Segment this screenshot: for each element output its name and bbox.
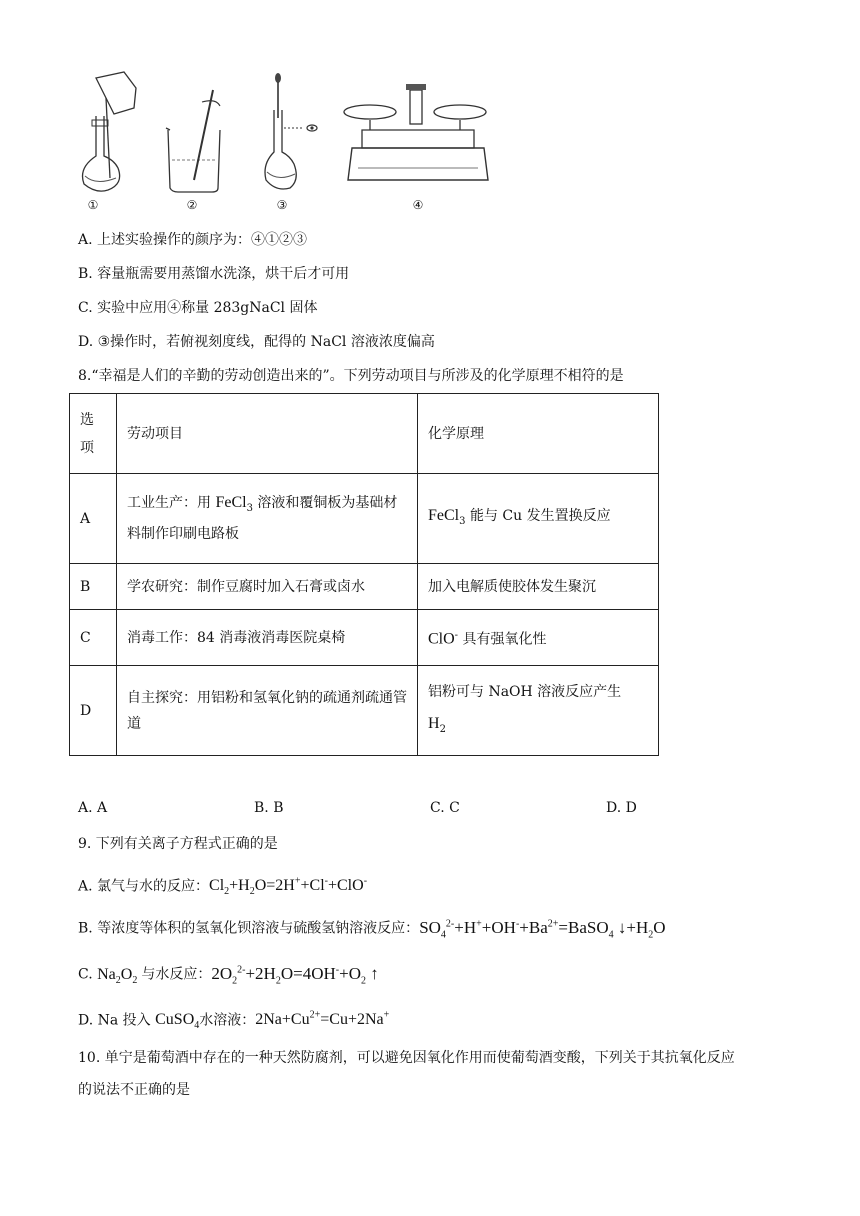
header-principle: 化学原理	[418, 394, 659, 474]
row-c-principle-formula: ClO	[428, 630, 455, 648]
beaker-stirring-figure	[158, 68, 228, 198]
q8-answer-d: D. D	[606, 800, 637, 816]
row-a-item-formula: FeCl	[215, 493, 247, 511]
flask-dropper-figure	[260, 68, 330, 198]
q9-option-a-text: A. 氯气与水的反应：	[78, 878, 210, 895]
row-d-principle-formula: H	[428, 714, 440, 732]
q9-option-c-reactant: $Na_2O_2$	[97, 965, 138, 986]
header-item: 劳动项目	[117, 394, 418, 474]
q7-option-d: D. ③操作时，若俯视刻度线，配得的 NaCl 溶液浓度偏高	[78, 334, 435, 350]
figure-label-2: ②	[186, 198, 198, 212]
q9-option-d-label: D. Na 投入	[78, 1012, 156, 1029]
q9-option-a-equation: $Cl_2+H_2O=2H^++Cl^-+ClO^-$	[209, 876, 368, 898]
q8-table	[69, 393, 659, 756]
q9-option-c-text: 与水反应：	[141, 966, 212, 983]
q8-answer-c: C. C	[430, 800, 460, 816]
table-row	[70, 474, 659, 564]
q9-option-b-equation: $SO_4^{2-}+H^++OH^-+Ba^{2+}=BaSO_4$ $↓+H_2O$	[419, 917, 666, 941]
row-c-principle-superscript: -	[454, 629, 459, 641]
row-a-option: A	[70, 474, 117, 564]
row-d-principle-subscript: 2	[439, 723, 446, 735]
row-a-principle-subscript: 3	[459, 515, 466, 527]
q9-option-d-text: 水溶液：	[199, 1012, 256, 1029]
q7-option-c: C. 实验中应用④称量 283gNaCl 固体	[78, 300, 318, 316]
row-b-item: 学农研究：制作豆腐时加入石膏或卤水	[117, 564, 418, 610]
q7-option-b: B. 容量瓶需要用蒸馏水洗涤，烘干后才可用	[78, 266, 350, 282]
row-d-principle-text: 铝粉可与 NaOH 溶液反应产生	[428, 683, 622, 700]
q10-stem-line1: 10. 单宁是葡萄酒中存在的一种天然防腐剂，可以避免因氧化作用而使葡萄酒变酸，下列关于其抗氧化反应	[78, 1050, 735, 1066]
q9-option-c-equation: $2O_2^{2-}+2H_2O=4OH^-+O_2$ ↑	[211, 963, 379, 987]
q9-option-b-text: B. 等浓度等体积的氢氧化钡溶液与硫酸氢钠溶液反应：	[78, 920, 420, 937]
q9-option-d	[78, 1006, 389, 1037]
q8-stem: 8.“幸福是人们的辛勤的劳动创造出来的”。下列劳动项目与所涉及的化学原理不相符的是	[78, 368, 624, 384]
figure-label-3: ③	[276, 198, 288, 212]
q10-stem-line2: 的说法不正确的是	[78, 1082, 190, 1098]
q8-answer-a: A. A	[78, 800, 108, 816]
q9-option-d-reactant: CuSO$_4$	[155, 1011, 200, 1032]
row-a-item-prefix: 工业生产：用	[127, 494, 216, 511]
row-c-item: 消毒工作：84 消毒液消毒医院桌椅	[117, 610, 418, 666]
table-row	[70, 666, 659, 756]
q7-option-a: A. 上述实验操作的颜序为：④①②③	[78, 232, 308, 248]
q9-option-c	[78, 960, 379, 991]
row-b-option: B	[70, 564, 117, 610]
row-a-item	[117, 474, 418, 564]
table-row	[70, 610, 659, 666]
header-option: 选项	[70, 394, 117, 474]
figure-label-1: ①	[87, 198, 99, 212]
row-d-option: D	[70, 666, 117, 756]
row-a-principle-text: 能与 Cu 发生置换反应	[465, 507, 611, 524]
row-c-principle	[418, 610, 659, 666]
table-header-row	[70, 394, 659, 474]
apparatus-figures	[74, 68, 494, 218]
row-b-principle: 加入电解质使胶体发生聚沉	[418, 564, 659, 610]
row-a-principle	[418, 474, 659, 564]
row-c-principle-text: 具有强氧化性	[458, 631, 547, 648]
row-d-principle	[418, 666, 659, 756]
balance-figure	[338, 68, 498, 198]
q8-answer-b: B. B	[254, 800, 284, 816]
figure-label-4: ④	[412, 198, 424, 212]
q9-option-c-label: C.	[78, 966, 98, 983]
q9-option-b	[78, 914, 666, 945]
q9-stem: 9. 下列有关离子方程式正确的是	[78, 836, 278, 852]
row-a-principle-formula: FeCl	[428, 506, 460, 524]
row-a-item-suffix: 溶液和覆铜板为基础材料制作印刷电路板	[127, 494, 398, 543]
row-a-item-subscript: 3	[246, 502, 253, 514]
table-row	[70, 564, 659, 610]
volumetric-flask-pouring-figure	[74, 68, 144, 198]
row-d-item: 自主探究：用铝粉和氢氧化钠的疏通剂疏通管道	[117, 666, 418, 756]
q9-option-a	[78, 872, 367, 903]
q9-option-d-equation: $2Na+Cu^{2+}=Cu+2Na^+$	[255, 1010, 390, 1029]
row-c-option: C	[70, 610, 117, 666]
